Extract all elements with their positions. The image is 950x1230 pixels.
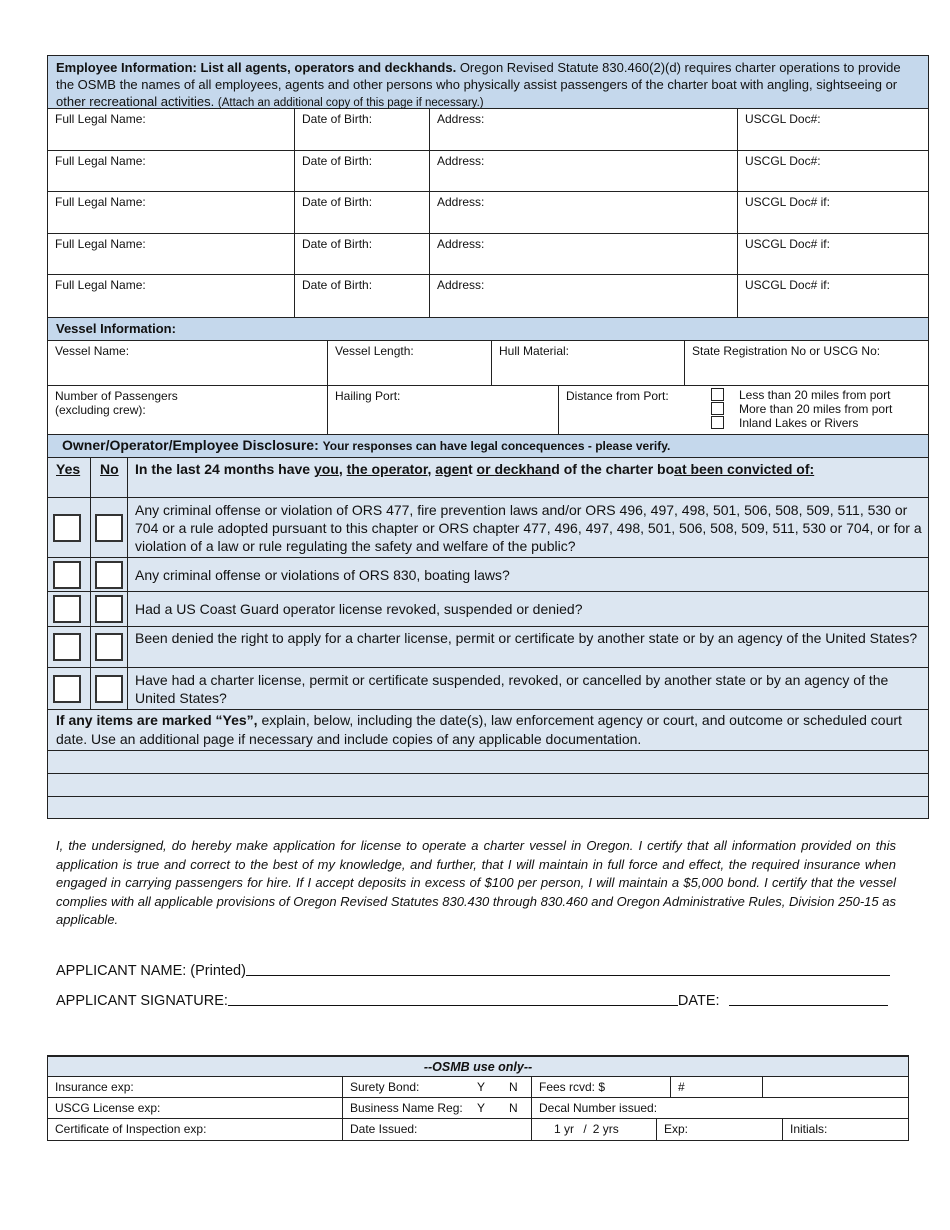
distance-option-inland[interactable] <box>711 416 892 430</box>
explain-text: explain, below, including the date(s), law enforcement agency or court, and outcome or scheduled court date. Use an additional page if necessary and include copies of any applicable documentation. <box>56 712 902 747</box>
disclosure-item-text: Been denied the right to apply for a charter license, permit or certificate by another state or by an agency of the United States? <box>135 630 918 646</box>
vessel-name-field[interactable] <box>47 340 328 386</box>
applicant-signature-line <box>56 990 888 1009</box>
checkbox-no-item-5[interactable] <box>95 675 123 703</box>
address-label: Address: <box>437 154 485 168</box>
explain-line-2[interactable] <box>47 773 929 797</box>
full-legal-name-field[interactable] <box>47 150 295 192</box>
checkbox-no-item-2[interactable] <box>95 561 123 589</box>
uscgl-doc-field[interactable] <box>737 108 929 151</box>
checkbox-no-item-3[interactable] <box>95 595 123 623</box>
uscgl-doc-field[interactable] <box>737 233 929 275</box>
term-1yr[interactable]: 1 yr <box>554 1122 575 1136</box>
coi-label: Certificate of Inspection exp: <box>55 1122 207 1136</box>
term-field[interactable] <box>531 1118 657 1141</box>
registration-label: State Registration No or USCG No: <box>692 344 881 358</box>
date-of-birth-label: Date of Birth: <box>302 195 373 209</box>
disclosure-item-text: Had a US Coast Guard operator license revoked, suspended or denied? <box>135 601 583 617</box>
distance-label: Distance from Port: <box>566 389 669 403</box>
vessel-header: Vessel Information: <box>47 317 929 341</box>
business-name-label: Business Name Reg: <box>350 1101 463 1115</box>
employee-header <box>47 55 929 109</box>
checkbox-no-item-1[interactable] <box>95 514 123 542</box>
explain-bold: If any items are marked “Yes”, <box>56 712 258 728</box>
date-issued-label: Date Issued: <box>350 1122 418 1136</box>
checkbox-yes-item-4[interactable] <box>53 633 81 661</box>
osmb-title: --OSMB use only-- <box>47 1055 909 1077</box>
employee-header-note: (Attach an additional copy of this page if necessary.) <box>217 97 484 109</box>
passengers-field[interactable] <box>47 385 328 435</box>
hailing-port-field[interactable] <box>327 385 559 435</box>
checkbox-more-20[interactable] <box>711 402 724 415</box>
disclosure-header <box>47 434 929 458</box>
explain-line-1[interactable] <box>47 750 929 774</box>
disclosure-item-text: Any criminal offense or violation of ORS 477, fire prevention laws and/or ORS 496, 497, 498, 501, 506, 508, 509, 511, 530 or 704 or a rule adopted pursuant to this chapter or ORS chapter 477, 496, 497, 498, 501, 506, 508, 509, 511, 530 or 704, or for a violation of a law or rule regulating the safety and welfare of the public? <box>135 502 922 554</box>
employee-header-text: Oregon Revised Statute 830.460(2)(d) requires charter operations to provide the OSMB the names of all employees, agents and other persons who physically assist passengers of the charter boat with angling, sightseeing or other recreational activities. <box>56 60 901 109</box>
vessel-name-label: Vessel Name: <box>55 344 130 358</box>
uscg-license-label: USCG License exp: <box>55 1101 161 1115</box>
initials-field[interactable] <box>782 1118 909 1141</box>
checkbox-yes-item-1[interactable] <box>53 514 81 542</box>
checkbox-yes-item-2[interactable] <box>53 561 81 589</box>
distance-option-less-label: Less than 20 miles from port <box>739 388 891 402</box>
uscgl-doc-label: USCGL Doc# if: <box>745 278 830 292</box>
hailing-port-label: Hailing Port: <box>335 389 401 403</box>
applicant-signature-input[interactable] <box>228 990 678 1006</box>
decal-field[interactable] <box>531 1097 909 1119</box>
insurance-exp-label: Insurance exp: <box>55 1080 134 1094</box>
full-legal-name-field[interactable] <box>47 108 295 151</box>
business-name-field[interactable] <box>342 1097 532 1119</box>
exp-label: Exp: <box>664 1122 689 1136</box>
checkbox-less-20[interactable] <box>711 388 724 401</box>
address-label: Address: <box>437 278 485 292</box>
business-y[interactable]: Y <box>477 1101 486 1115</box>
date-of-birth-label: Date of Birth: <box>302 112 373 126</box>
applicant-signature-label: APPLICANT SIGNATURE: <box>56 993 228 1009</box>
address-field[interactable] <box>429 108 738 151</box>
decal-label: Decal Number issued: <box>539 1101 658 1115</box>
full-legal-name-label: Full Legal Name: <box>55 237 146 251</box>
surety-y[interactable]: Y <box>477 1080 486 1094</box>
uscgl-doc-field[interactable] <box>737 150 929 192</box>
employee-header-title: Employee Information: List all agents, operators and deckhands. <box>56 60 457 75</box>
insurance-exp-field[interactable] <box>47 1076 343 1098</box>
term-2yr[interactable]: 2 yrs <box>592 1122 619 1136</box>
exp-field[interactable] <box>656 1118 783 1141</box>
term-slash: / <box>583 1122 587 1136</box>
uscgl-doc-label: USCGL Doc#: <box>745 154 821 168</box>
initials-label: Initials: <box>790 1122 828 1136</box>
vessel-length-label: Vessel Length: <box>335 344 414 358</box>
surety-n[interactable]: N <box>509 1080 518 1094</box>
vessel-length-field[interactable] <box>327 340 492 386</box>
uscg-license-field[interactable] <box>47 1097 343 1119</box>
date-of-birth-field[interactable] <box>294 191 430 234</box>
no-column-header: No <box>100 461 119 477</box>
uscgl-doc-label: USCGL Doc# if: <box>745 237 830 251</box>
date-of-birth-field[interactable] <box>294 274 430 318</box>
distance-option-more-label: More than 20 miles from port <box>739 402 893 416</box>
certification-text: I, the undersigned, do hereby make application for license to operate a charter vessel in Oregon. I certify that all information provided on this application is true and correct to the best of my knowledge, and further, that I will maintain in full force and effect, the required insurance when engaged in carrying passengers for hire. If I accept deposits in excess of $100 per person, I will maintain a $5,000 bond. I certify that the vessel complies with all applicable provisions of Oregon Revised Statutes 830.430 through 830.460 and Oregon Administrative Rules, Division 250-15 as applicable. <box>56 838 896 927</box>
date-of-birth-label: Date of Birth: <box>302 154 373 168</box>
business-n[interactable]: N <box>509 1101 518 1115</box>
disclosure-question: In the last 24 months have you, the operator, agent or deckhand of the charter boat been convicted of: <box>135 461 815 477</box>
applicant-name-input[interactable] <box>246 960 890 976</box>
uscgl-doc-label: USCGL Doc#: <box>745 112 821 126</box>
date-of-birth-field[interactable] <box>294 108 430 151</box>
date-of-birth-field[interactable] <box>294 233 430 275</box>
full-legal-name-label: Full Legal Name: <box>55 278 146 292</box>
passengers-label-2: (excluding crew): <box>55 403 146 417</box>
distance-option-inland-label: Inland Lakes or Rivers <box>739 416 859 430</box>
disclosure-title: Owner/Operator/Employee Disclosure: <box>62 437 319 453</box>
surety-bond-label: Surety Bond: <box>350 1080 420 1094</box>
date-of-birth-label: Date of Birth: <box>302 237 373 251</box>
hull-material-label: Hull Material: <box>499 344 570 358</box>
address-field[interactable] <box>429 233 738 275</box>
address-field[interactable] <box>429 191 738 234</box>
date-issued-field[interactable] <box>342 1118 532 1141</box>
checkbox-inland[interactable] <box>711 416 724 429</box>
date-of-birth-field[interactable] <box>294 150 430 192</box>
checkbox-no-item-4[interactable] <box>95 633 123 661</box>
full-legal-name-label: Full Legal Name: <box>55 112 146 126</box>
full-legal-name-field[interactable] <box>47 274 295 318</box>
surety-bond-field[interactable] <box>342 1076 532 1098</box>
checkbox-yes-item-5[interactable] <box>53 675 81 703</box>
disclosure-item-text: Have had a charter license, permit or certificate suspended, revoked, or cancelled by another state or by an agency of the United States? <box>135 672 889 706</box>
fees-extra-field[interactable] <box>762 1076 909 1098</box>
applicant-name-label: APPLICANT NAME: (Printed) <box>56 963 246 979</box>
applicant-name-line <box>56 960 890 979</box>
disclosure-note: Your responses can have legal concequences - please verify. <box>322 439 671 453</box>
uscgl-doc-label: USCGL Doc# if: <box>745 195 830 209</box>
fees-label: Fees rcvd: $ <box>539 1080 606 1094</box>
address-label: Address: <box>437 112 485 126</box>
explain-line-3[interactable] <box>47 796 929 819</box>
disclosure-item-text: Any criminal offense or violations of ORS 830, boating laws? <box>135 567 510 583</box>
address-field[interactable] <box>429 274 738 318</box>
full-legal-name-label: Full Legal Name: <box>55 195 146 209</box>
distance-options <box>711 388 892 430</box>
date-of-birth-label: Date of Birth: <box>302 278 373 292</box>
uscgl-doc-field[interactable] <box>737 274 929 318</box>
date-input[interactable] <box>729 990 888 1006</box>
fees-hash-label: # <box>678 1080 685 1094</box>
coi-field[interactable] <box>47 1118 343 1141</box>
distance-option-more[interactable] <box>711 402 892 416</box>
address-field[interactable] <box>429 150 738 192</box>
hull-material-field[interactable] <box>491 340 685 386</box>
registration-field[interactable] <box>684 340 929 386</box>
fees-field[interactable] <box>531 1076 671 1098</box>
fees-number-field[interactable] <box>670 1076 763 1098</box>
explain-instructions <box>47 709 929 751</box>
address-label: Address: <box>437 237 485 251</box>
passengers-label-1: Number of Passengers <box>55 389 178 403</box>
full-legal-name-label: Full Legal Name: <box>55 154 146 168</box>
address-label: Address: <box>437 195 485 209</box>
date-label: DATE: <box>677 993 720 1009</box>
uscgl-doc-field[interactable] <box>737 191 929 234</box>
full-legal-name-field[interactable] <box>47 233 295 275</box>
full-legal-name-field[interactable] <box>47 191 295 234</box>
checkbox-yes-item-3[interactable] <box>53 595 81 623</box>
yes-column-header: Yes <box>56 461 81 477</box>
distance-option-less[interactable] <box>711 388 892 402</box>
